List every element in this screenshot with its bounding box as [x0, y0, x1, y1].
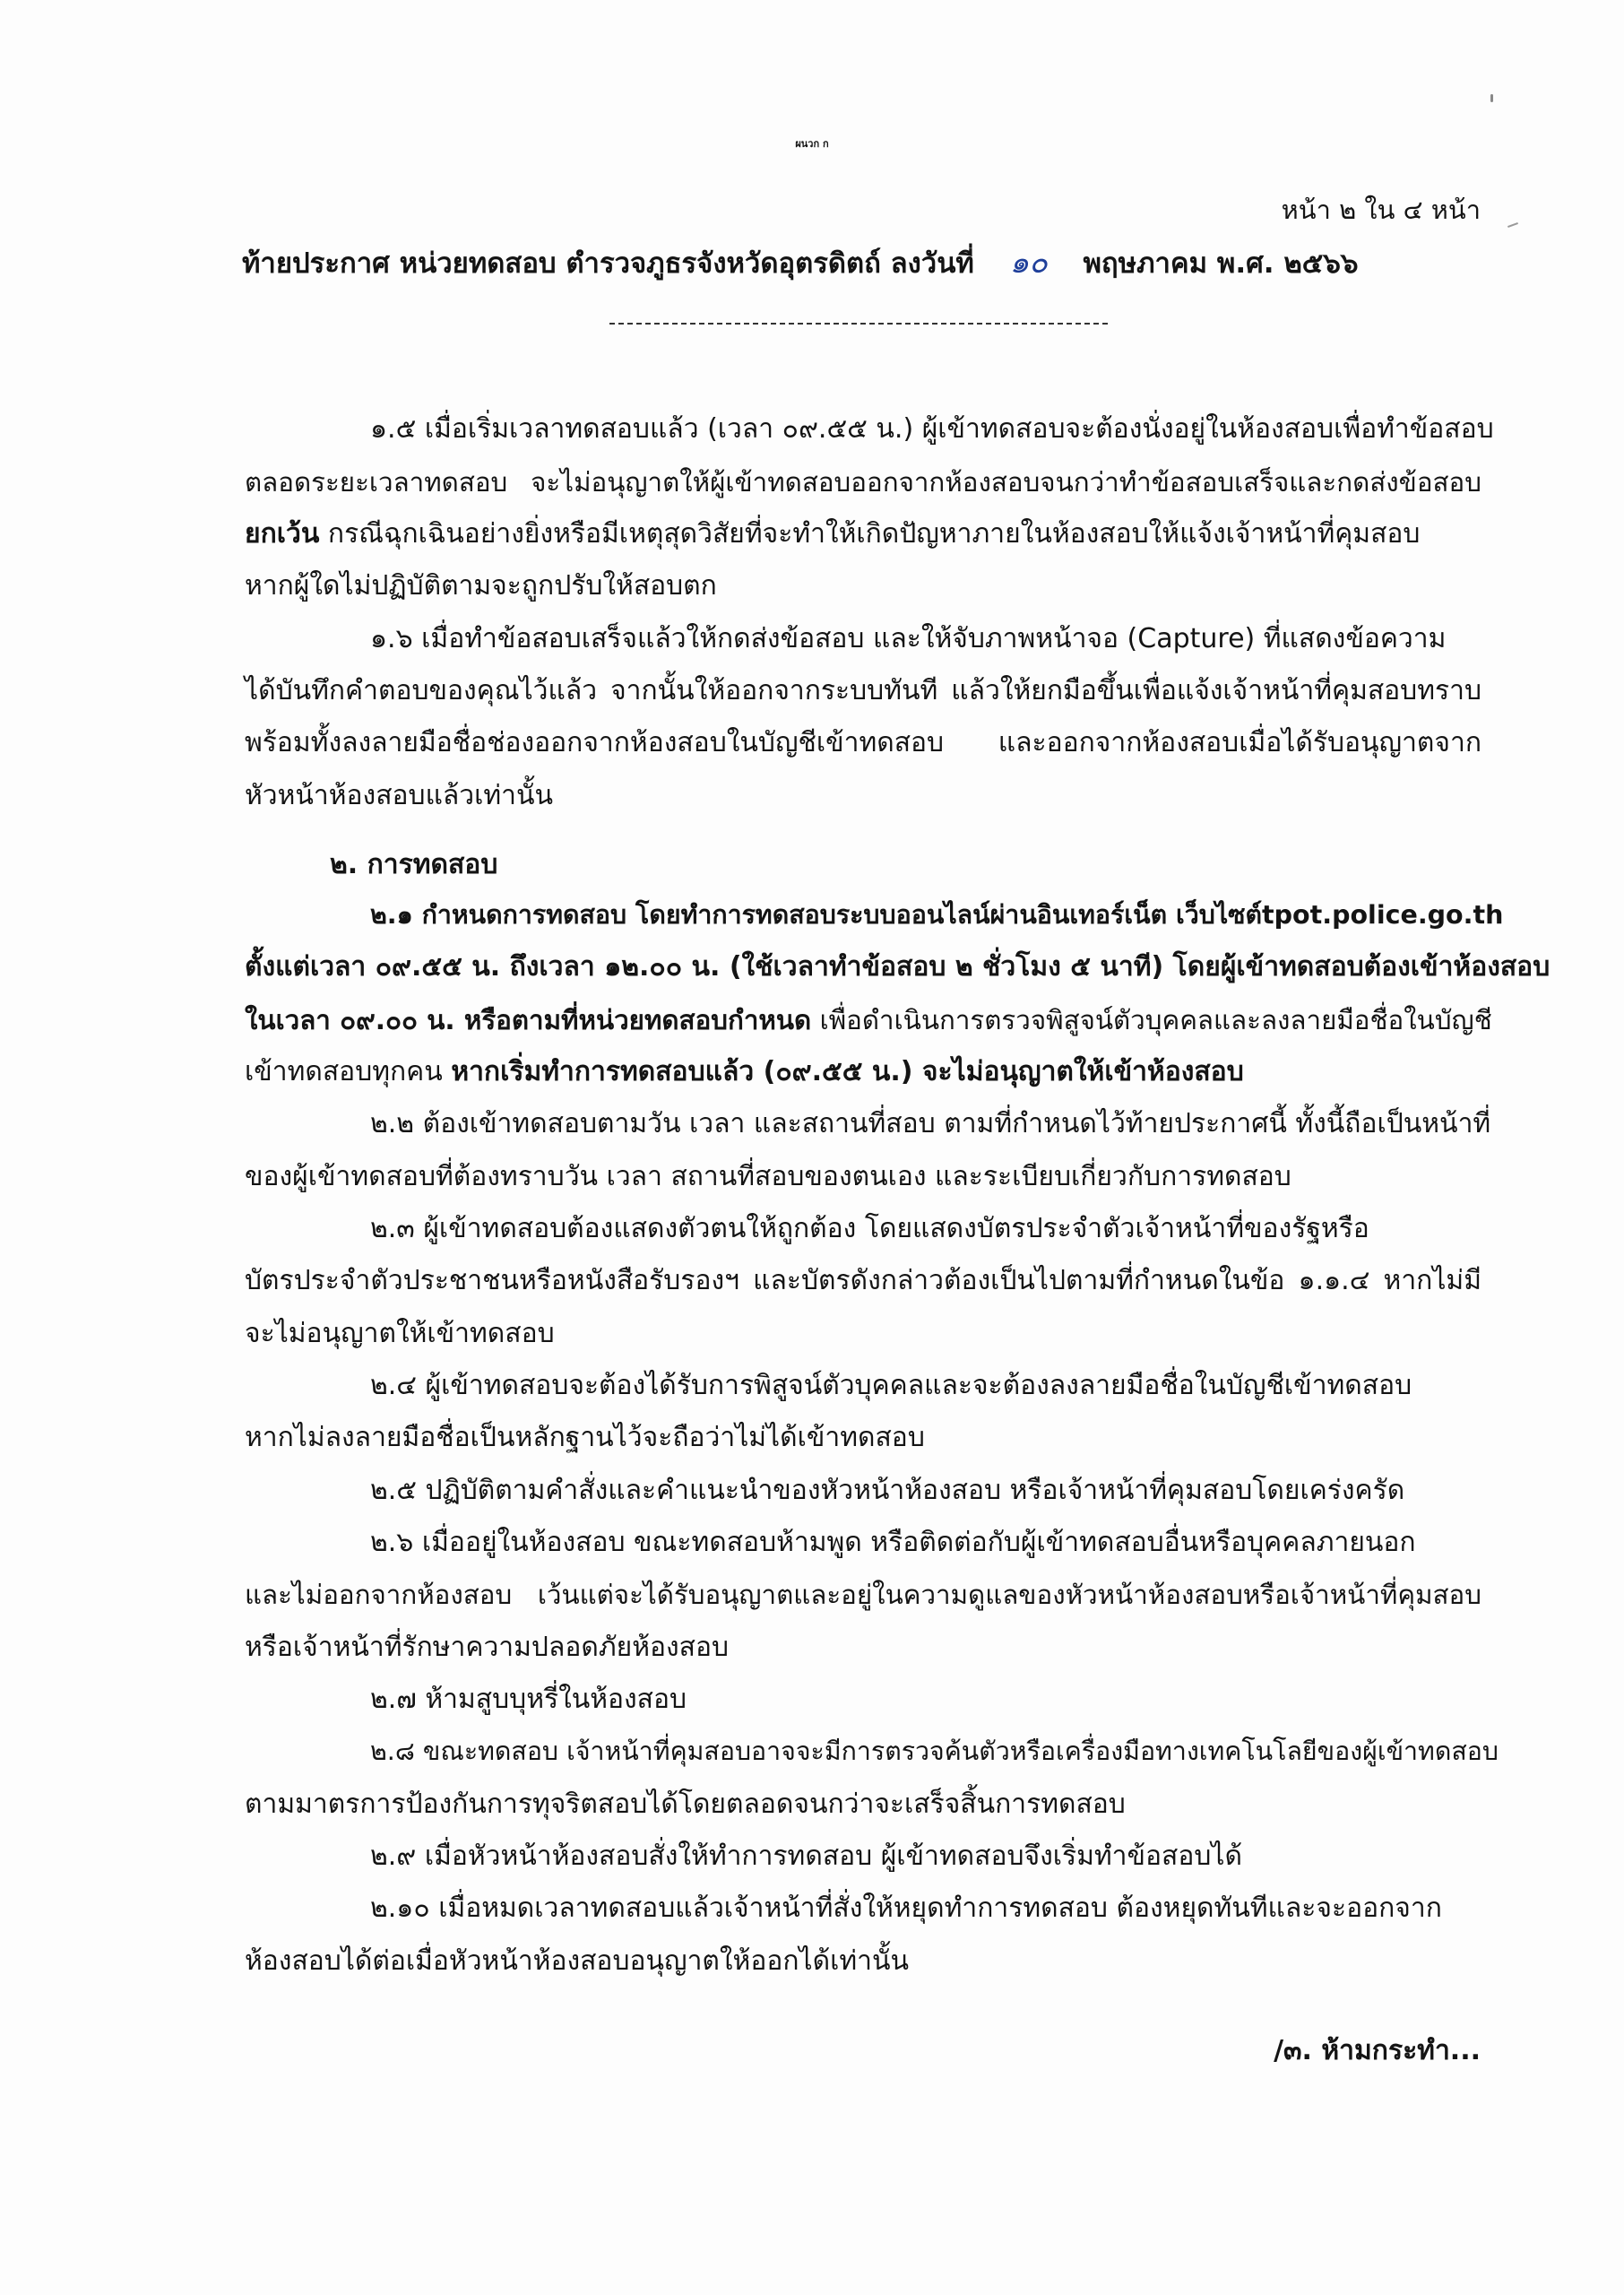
paragraph-line: ห้องสอบได้ต่อเมื่อหัวหน้าห้องสอบอนุญาตให้ออกได้เท่านั้น: [245, 1945, 909, 1977]
paragraph-line: [245, 515, 1420, 553]
section-heading: ๒. การทดสอบ: [330, 849, 498, 880]
paragraph-line: พร้อมทั้งลงลายมือชื่อช่องออกจากห้องสอบในบัญชีเข้าทดสอบ และออกจากห้องสอบเมื่อได้รับอนุญาตจาก: [245, 727, 1481, 758]
paragraph-line: ๒.๘ ขณะทดสอบ เจ้าหน้าที่คุมสอบอาจจะมีการตรวจค้นตัวหรือเครื่องมือทางเทคโนโลยีของผู้เข้าทดสอบ: [370, 1736, 1499, 1766]
paragraph-line: [245, 1001, 1492, 1039]
paragraph-line: บัตรประจำตัวประชาชนหรือหนังสือรับรองฯ และบัตรดังกล่าวต้องเป็นไปตามที่กำหนดในข้อ ๑.๑.๔ หากไม่มี: [245, 1265, 1481, 1296]
paragraph-line: ๒.๑๐ เมื่อหมดเวลาทดสอบแล้วเจ้าหน้าที่สั่งให้หยุดทำการทดสอบ ต้องหยุดทันทีและจะออกจาก: [370, 1892, 1442, 1924]
paragraph-line: หรือเจ้าหน้าที่รักษาความปลอดภัยห้องสอบ: [245, 1632, 730, 1663]
paragraph-line: ๒.๒ ต้องเข้าทดสอบตามวัน เวลา และสถานที่สอบ ตามที่กำหนดไว้ท้ายประกาศนี้ ทั้งนี้ถือเป็นหน้าที่: [370, 1108, 1491, 1139]
continuation-marker: /๓. ห้ามกระทำ...: [1274, 2035, 1481, 2066]
paragraph-line: ได้บันทึกคำตอบของคุณไว้แล้ว จากนั้นให้ออกจากระบบทันที แล้วให้ยกมือขึ้นเพื่อแจ้งเจ้าหน้าที่คุมสอบทราบ: [245, 675, 1481, 706]
paragraph-line: ตามมาตรการป้องกันการทุจริตสอบได้โดยตลอดจนกว่าจะเสร็จสิ้นการทดสอบ: [245, 1788, 1126, 1820]
emphasis-text: หากเริ่มทำการทดสอบแล้ว (๐๙.๕๕ น.) จะไม่อนุญาตให้เข้าห้องสอบ: [451, 1056, 1244, 1087]
paragraph-line: [245, 1053, 1244, 1091]
paragraph-text: กรณีฉุกเฉินอย่างยิ่งหรือมีเหตุสุดวิสัยที่จะทำให้เกิดปัญหาภายในห้องสอบให้แจ้งเจ้าหน้าที่คุมสอบ: [327, 518, 1421, 550]
handwritten-day: ๑๐: [1009, 245, 1048, 281]
paragraph-line: ตลอดระยะเวลาทดสอบ จะไม่อนุญาตให้ผู้เข้าทดสอบออกจากห้องสอบจนกว่าทำข้อสอบเสร็จและกดส่งข้อสอบ: [245, 467, 1481, 498]
paragraph-line: ตั้งแต่เวลา ๐๙.๕๕ น. ถึงเวลา ๑๒.๐๐ น. (ใช้เวลาทำข้อสอบ ๒ ชั่วโมง ๕ นาที) โดยผู้เข้าทดสอบต้องเข้าห้องสอบ: [245, 951, 1551, 983]
scan-speck: [1507, 222, 1518, 228]
announcement-header: [242, 244, 1359, 282]
page-number: หน้า ๒ ใน ๔ หน้า: [1281, 195, 1481, 225]
appendix-title: ผนวก ก: [795, 138, 829, 150]
paragraph-line: ๒.๖ เมื่ออยู่ในห้องสอบ ขณะทดสอบห้ามพูด หรือติดต่อกับผู้เข้าทดสอบอื่นหรือบุคคลภายนอก: [370, 1527, 1416, 1558]
emphasis-text: ในเวลา ๐๙.๐๐ น. หรือตามที่หน่วยทดสอบกำหนด: [245, 1005, 812, 1035]
paragraph-text: เข้าทดสอบทุกคน: [245, 1056, 443, 1087]
paragraph-line: ๒.๕ ปฏิบัติตามคำสั่งและคำแนะนำของหัวหน้าห้องสอบ หรือเจ้าหน้าที่คุมสอบโดยเคร่งครัด: [370, 1475, 1405, 1506]
header-prefix: ท้ายประกาศ หน่วยทดสอบ ตำรวจภูธรจังหวัดอุตรดิตถ์ ลงวันที่: [242, 247, 974, 280]
scan-speck: [1490, 94, 1493, 102]
paragraph-line: ๑.๖ เมื่อทำข้อสอบเสร็จแล้วให้กดส่งข้อสอบ และให้จับภาพหน้าจอ (Capture) ที่แสดงข้อความ: [370, 623, 1447, 654]
paragraph-line: ๒.๗ ห้ามสูบบุหรี่ในห้องสอบ: [370, 1684, 687, 1715]
paragraph-line: ๒.๑ กำหนดการทดสอบ โดยทำการทดสอบระบบออนไลน์ผ่านอินเทอร์เน็ต เว็บไซต์tpot.police.go.th: [370, 900, 1504, 930]
header-suffix: พฤษภาคม พ.ศ. ๒๕๖๖: [1083, 247, 1359, 280]
paragraph-line: หากผู้ใดไม่ปฏิบัติตามจะถูกปรับให้สอบตก: [245, 570, 717, 602]
paragraph-line: ของผู้เข้าทดสอบที่ต้องทราบวัน เวลา สถานที่สอบของตนเอง และระเบียบเกี่ยวกับการทดสอบ: [245, 1161, 1291, 1192]
paragraph-line: หากไม่ลงลายมือชื่อเป็นหลักฐานไว้จะถือว่าไม่ได้เข้าทดสอบ: [245, 1422, 925, 1453]
paragraph-line: ๒.๔ ผู้เข้าทดสอบจะต้องได้รับการพิสูจน์ตัวบุคคลและจะต้องลงลายมือชื่อในบัญชีเข้าทดสอบ: [370, 1370, 1412, 1401]
paragraph-line: จะไม่อนุญาตให้เข้าทดสอบ: [245, 1318, 555, 1349]
paragraph-line: ๑.๕ เมื่อเริ่มเวลาทดสอบแล้ว (เวลา ๐๙.๕๕ น.) ผู้เข้าทดสอบจะต้องนั่งอยู่ในห้องสอบเพื่อทำข้อสอบ: [370, 413, 1494, 445]
separator-line: [609, 323, 1108, 325]
emphasis-text: ยกเว้น: [245, 518, 320, 550]
paragraph-text: เพื่อดำเนินการตรวจพิสูจน์ตัวบุคคลและลงลายมือชื่อในบัญชี: [819, 1005, 1492, 1035]
paragraph-line: ๒.๙ เมื่อหัวหน้าห้องสอบสั่งให้ทำการทดสอบ ผู้เข้าทดสอบจึงเริ่มทำข้อสอบได้: [370, 1840, 1242, 1872]
paragraph-line: หัวหน้าห้องสอบแล้วเท่านั้น: [245, 780, 554, 811]
paragraph-line: ๒.๓ ผู้เข้าทดสอบต้องแสดงตัวตนให้ถูกต้อง โดยแสดงบัตรประจำตัวเจ้าหน้าที่ของรัฐหรือ: [370, 1213, 1369, 1244]
paragraph-line: และไม่ออกจากห้องสอบ เว้นแต่จะได้รับอนุญาตและอยู่ในความดูแลของหัวหน้าห้องสอบหรือเจ้าหน้าที่คุมสอบ: [245, 1580, 1481, 1610]
